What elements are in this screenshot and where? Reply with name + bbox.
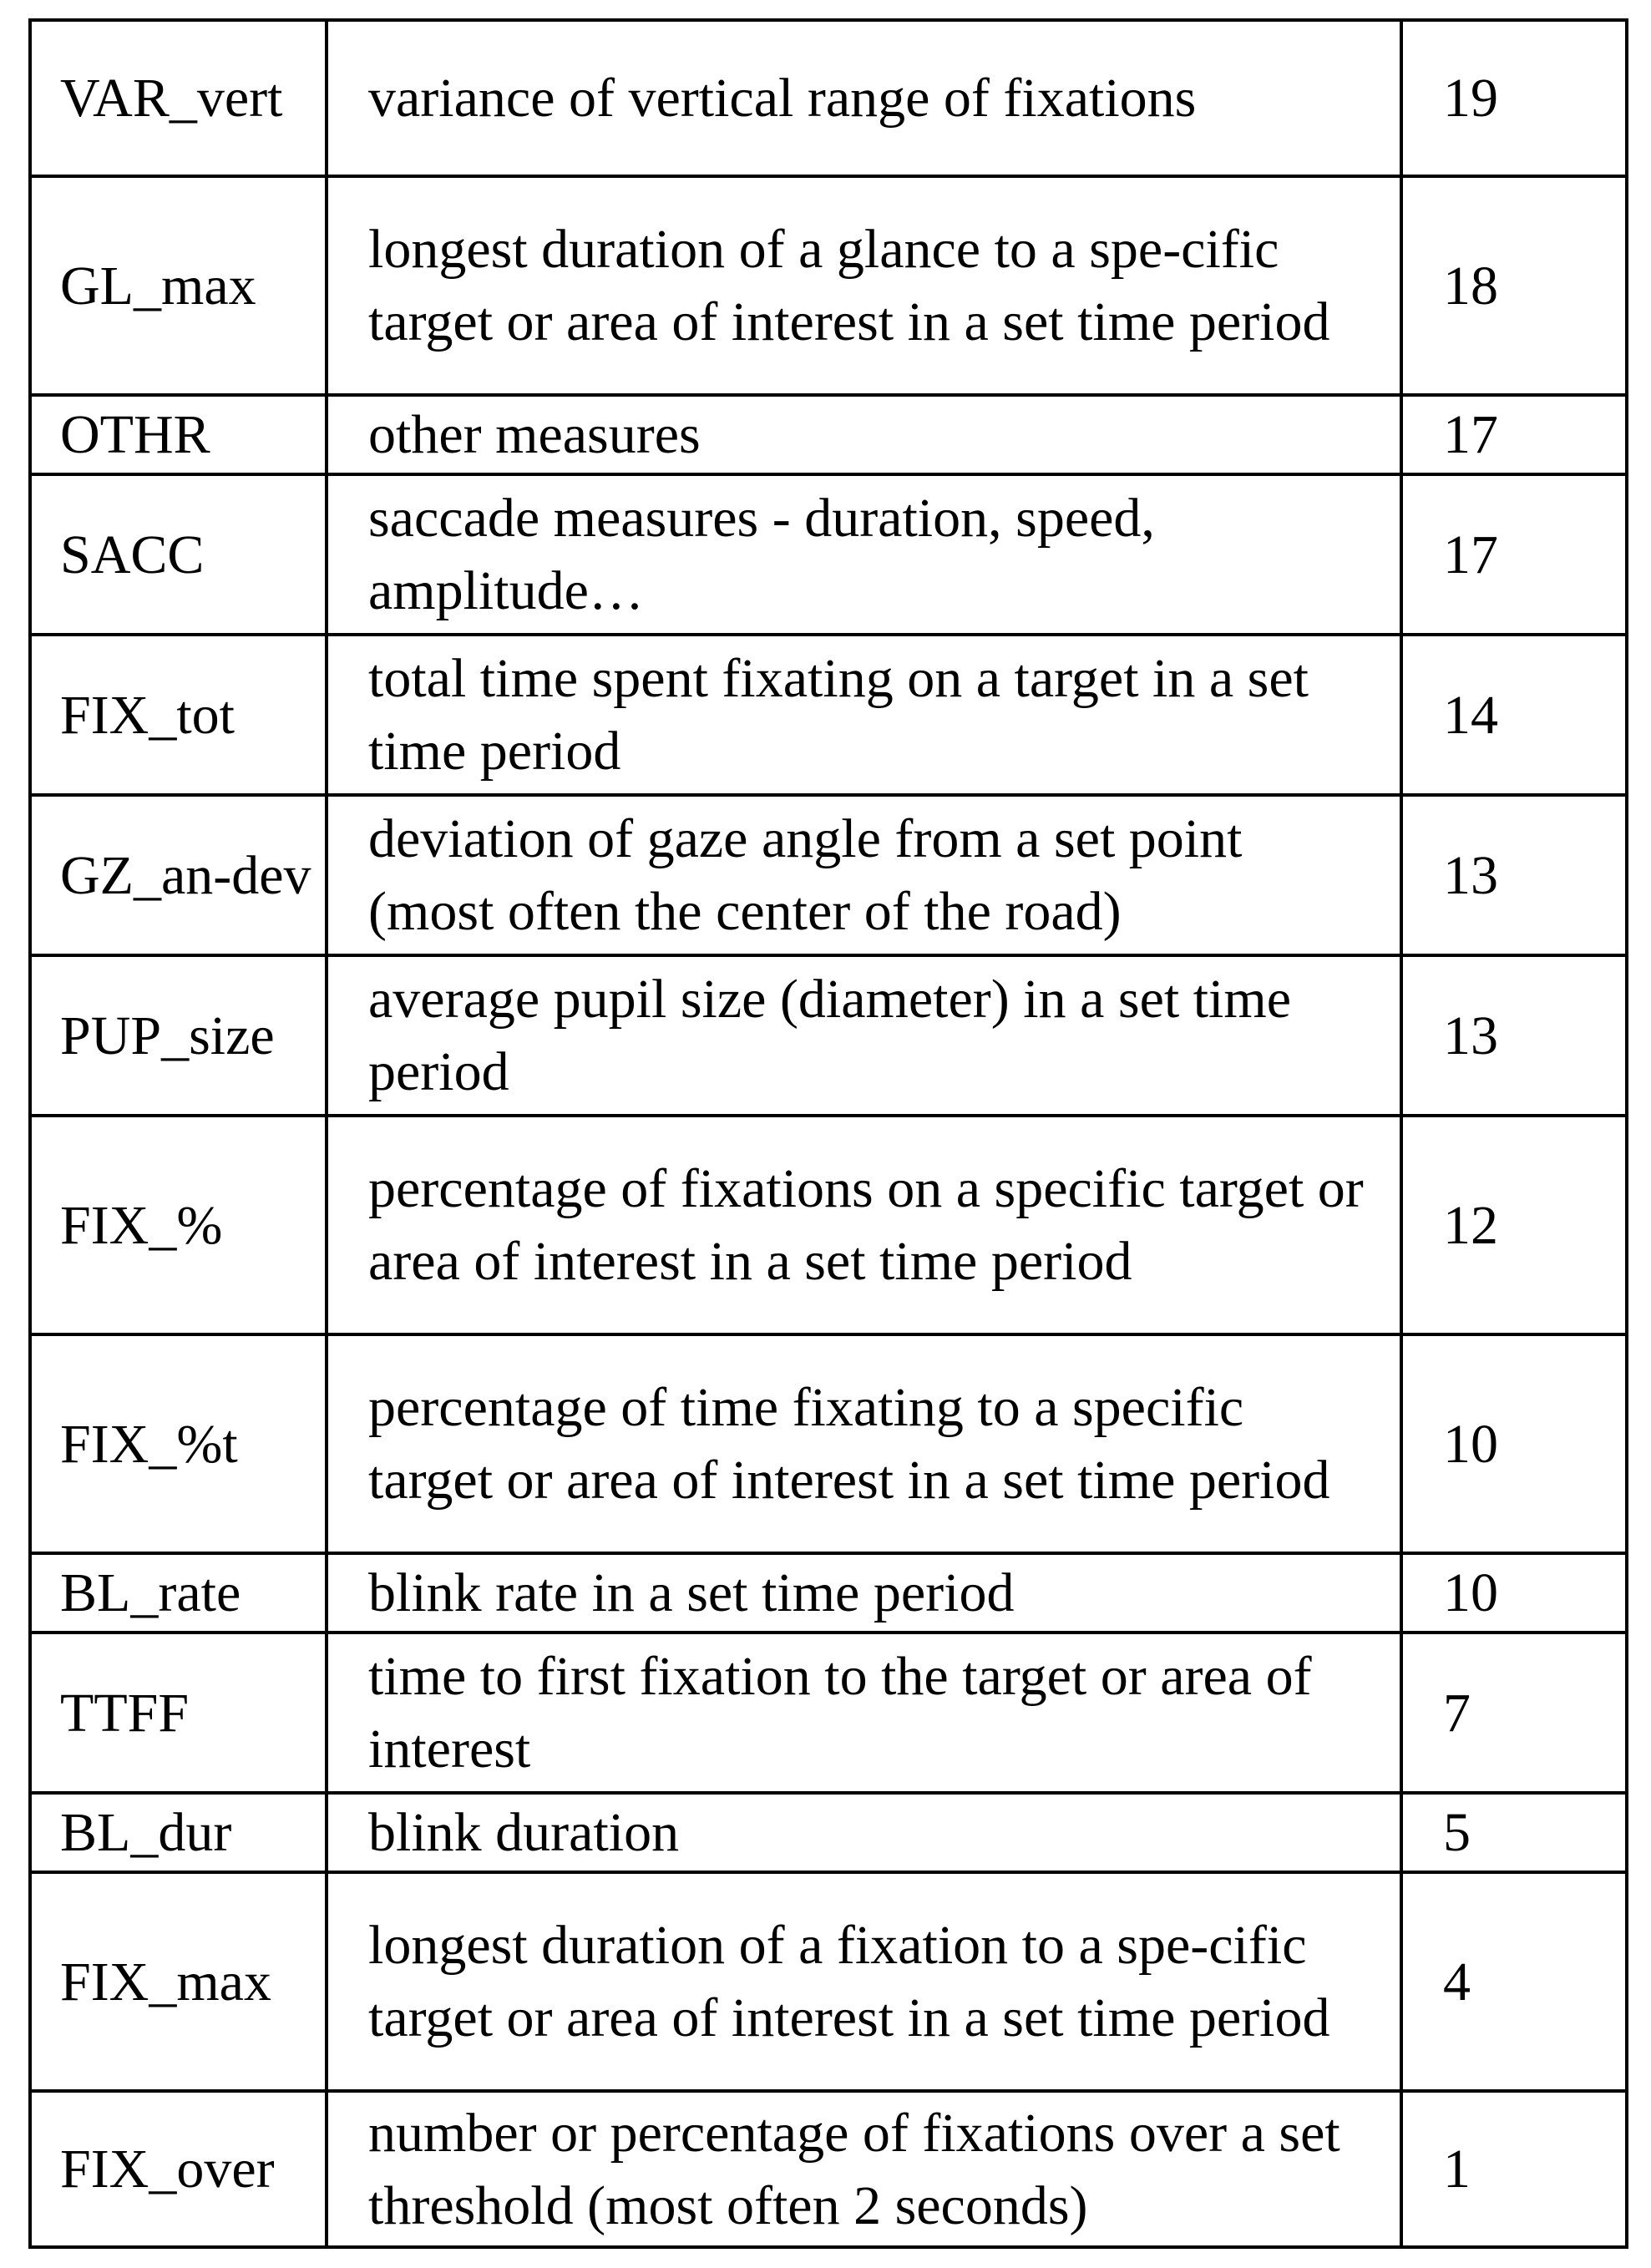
table-row bbox=[30, 1633, 1627, 1793]
measure-count: 10 bbox=[1401, 1334, 1627, 1553]
measure-description: percentage of fixations on a specific target or area of interest in a set time period bbox=[327, 1116, 1401, 1334]
measure-count: 4 bbox=[1401, 1872, 1627, 2091]
measure-count: 7 bbox=[1401, 1633, 1627, 1793]
measure-abbreviation: VAR_vert bbox=[30, 20, 327, 176]
eye-tracking-measures-table bbox=[28, 18, 1628, 2249]
table-row bbox=[30, 176, 1627, 395]
measure-abbreviation: OTHR bbox=[30, 395, 327, 474]
measure-description: blink duration bbox=[327, 1793, 1401, 1872]
measure-description: other measures bbox=[327, 395, 1401, 474]
measure-description: longest duration of a fixation to a spe-cific target or area of interest in a set time period bbox=[327, 1872, 1401, 2091]
measure-description: deviation of gaze angle from a set point (most often the center of the road) bbox=[327, 795, 1401, 955]
measure-abbreviation: BL_rate bbox=[30, 1553, 327, 1633]
measure-abbreviation: GZ_an-dev bbox=[30, 795, 327, 955]
table-row bbox=[30, 1793, 1627, 1872]
measure-abbreviation: GL_max bbox=[30, 176, 327, 395]
table-row bbox=[30, 1116, 1627, 1334]
table-row bbox=[30, 1872, 1627, 2091]
table-row bbox=[30, 2091, 1627, 2247]
measure-abbreviation: TTFF bbox=[30, 1633, 327, 1793]
measure-count: 17 bbox=[1401, 395, 1627, 474]
measure-count: 13 bbox=[1401, 795, 1627, 955]
table-row bbox=[30, 474, 1627, 635]
measure-abbreviation: FIX_over bbox=[30, 2091, 327, 2247]
measures-table-container bbox=[28, 18, 1625, 2249]
measure-count: 12 bbox=[1401, 1116, 1627, 1334]
measure-abbreviation: FIX_% bbox=[30, 1116, 327, 1334]
measure-abbreviation: PUP_size bbox=[30, 955, 327, 1116]
measure-description: saccade measures - duration, speed, amplitude… bbox=[327, 474, 1401, 635]
measure-count: 10 bbox=[1401, 1553, 1627, 1633]
measure-description: total time spent fixating on a target in a set time period bbox=[327, 635, 1401, 795]
measure-description: time to first fixation to the target or area of interest bbox=[327, 1633, 1401, 1793]
measure-description: average pupil size (diameter) in a set time period bbox=[327, 955, 1401, 1116]
table-row bbox=[30, 395, 1627, 474]
measure-description: number or percentage of fixations over a set threshold (most often 2 seconds) bbox=[327, 2091, 1401, 2247]
table-row bbox=[30, 1553, 1627, 1633]
measure-count: 14 bbox=[1401, 635, 1627, 795]
table-row bbox=[30, 635, 1627, 795]
table-row bbox=[30, 20, 1627, 176]
measure-count: 18 bbox=[1401, 176, 1627, 395]
measure-count: 5 bbox=[1401, 1793, 1627, 1872]
measure-count: 19 bbox=[1401, 20, 1627, 176]
measure-abbreviation: FIX_tot bbox=[30, 635, 327, 795]
measure-count: 13 bbox=[1401, 955, 1627, 1116]
measure-abbreviation: BL_dur bbox=[30, 1793, 327, 1872]
table-row bbox=[30, 1334, 1627, 1553]
measure-count: 17 bbox=[1401, 474, 1627, 635]
measure-description: percentage of time fixating to a specific target or area of interest in a set time period bbox=[327, 1334, 1401, 1553]
measure-description: variance of vertical range of fixations bbox=[327, 20, 1401, 176]
table-row bbox=[30, 955, 1627, 1116]
measure-abbreviation: SACC bbox=[30, 474, 327, 635]
table-row bbox=[30, 795, 1627, 955]
measure-abbreviation: FIX_%t bbox=[30, 1334, 327, 1553]
measure-description: blink rate in a set time period bbox=[327, 1553, 1401, 1633]
measure-abbreviation: FIX_max bbox=[30, 1872, 327, 2091]
measure-count: 1 bbox=[1401, 2091, 1627, 2247]
measure-description: longest duration of a glance to a spe-cific target or area of interest in a set time period bbox=[327, 176, 1401, 395]
